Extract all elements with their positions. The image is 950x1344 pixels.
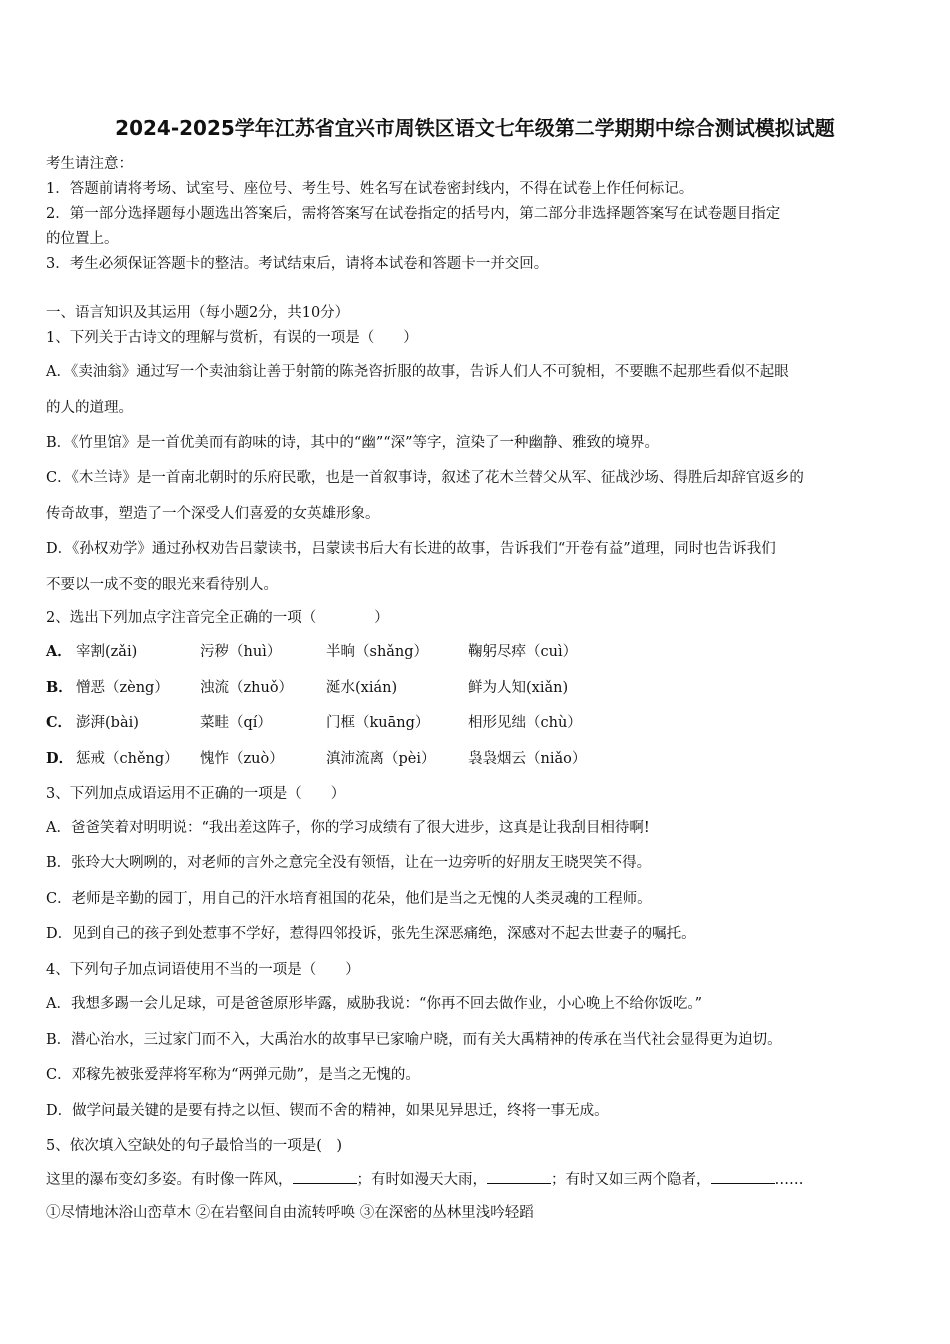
passage-text: 这里的瀑布变幻多姿。有时像一阵风， xyxy=(46,1172,293,1188)
option-cell: 浊流（zhuǒ） xyxy=(200,680,294,696)
option-cell: 鞠躬尽瘁（cuì） xyxy=(468,644,578,660)
question-1-option-a: A．《卖油翁》通过写一个卖油翁让善于射箭的陈尧咨折服的故事，告诉人们人不可貌相，不要瞧不起那些看似不起眼 xyxy=(46,364,789,380)
option-label: B． xyxy=(46,679,73,696)
question-1-option-c-cont: 传奇故事，塑造了一个深受人们喜爱的女英雄形象。 xyxy=(46,506,380,522)
question-5-options: ①尽情地沐浴山峦草木 ②在岩壑间自由流转呼唤 ③在深密的丛林里浅吟轻蹈 xyxy=(46,1205,534,1221)
question-5-stem: 5、依次填入空缺处的句子最恰当的一项是( ) xyxy=(46,1138,343,1154)
option-cell: 菜畦（qí） xyxy=(200,715,272,731)
question-3-option-c: C．老师是辛勤的园丁，用自己的汗水培育祖国的花朵，他们是当之无愧的人类灵魂的工程师。 xyxy=(46,891,652,907)
option-cell: 门框（kuāng） xyxy=(326,715,430,731)
question-1-stem: 1、下列关于古诗文的理解与赏析，有误的一项是（ ） xyxy=(46,330,418,346)
answer-blank[interactable] xyxy=(711,1182,775,1184)
option-cell: 愧怍（zuò） xyxy=(200,751,284,767)
question-5-passage xyxy=(46,1168,804,1189)
question-3-option-d: D．见到自己的孩子到处惹事不学好，惹得四邻投诉，张先生深恶痛绝，深感对不起去世妻子的嘱托。 xyxy=(46,926,696,942)
section-heading: 一、语言知识及其运用（每小题2分，共10分） xyxy=(46,305,350,321)
option-cell: 相形见绌（chù） xyxy=(468,715,582,731)
option-cell: 鲜为人知(xiǎn) xyxy=(468,680,569,696)
option-cell: 滇沛流离（pèi） xyxy=(326,751,436,767)
page-title: 2024-2025学年江苏省宜兴市周铁区语文七年级第二学期期中综合测试模拟试题 xyxy=(115,116,835,140)
option-cell: 涎水(xián) xyxy=(326,680,398,696)
passage-text: …… xyxy=(774,1172,804,1188)
question-2-stem: 2、选出下列加点字注音完全正确的一项（ ） xyxy=(46,610,389,626)
option-cell: 污秽（huì） xyxy=(200,644,282,660)
option-cell: 惩戒（chěng） xyxy=(76,751,179,767)
answer-blank[interactable] xyxy=(293,1182,357,1184)
question-1-option-b: B．《竹里馆》是一首优美而有韵味的诗，其中的“幽”“深”等字，渲染了一种幽静、雅致的境界。 xyxy=(46,435,660,451)
passage-text: ；有时如漫天大雨， xyxy=(356,1172,487,1188)
notice-item: 1．答题前请将考场、试室号、座位号、考生号、姓名写在试卷密封线内，不得在试卷上作任何标记。 xyxy=(46,181,694,197)
option-label: D． xyxy=(46,750,74,767)
option-label: C． xyxy=(46,714,73,731)
notice-item: 2．第一部分选择题每小题选出答案后，需将答案写在试卷指定的括号内，第二部分非选择题答案写在试卷题目指定 xyxy=(46,206,781,222)
passage-text: ；有时又如三两个隐者， xyxy=(551,1172,711,1188)
notice-item: 的位置上。 xyxy=(46,231,119,247)
option-cell: 半晌（shǎng） xyxy=(326,644,429,660)
question-4-option-d: D．做学问最关键的是要有持之以恒、锲而不舍的精神，如果见异思迁，终将一事无成。 xyxy=(46,1103,609,1119)
question-4-option-b: B．潜心治水，三过家门而不入，大禹治水的故事早已家喻户晓，而有关大禹精神的传承在当代社会显得更为迫切。 xyxy=(46,1032,782,1048)
question-3-option-a: A．爸爸笑着对明明说：“我出差这阵子，你的学习成绩有了很大进步，这真是让我刮目相待啊! xyxy=(46,820,650,836)
question-4-option-c: C．邓稼先被张爱萍将军称为“两弹元勋”，是当之无愧的。 xyxy=(46,1067,420,1083)
question-1-option-d-cont: 不要以一成不变的眼光来看待别人。 xyxy=(46,577,278,593)
question-3-option-b: B．张玲大大咧咧的，对老师的言外之意完全没有领悟，让在一边旁听的好朋友王晓哭笑不得。 xyxy=(46,855,652,871)
option-cell: 宰割(zǎi) xyxy=(76,644,138,660)
option-cell: 袅袅烟云（niǎo） xyxy=(468,751,587,767)
option-label: A． xyxy=(46,643,72,660)
question-3-stem: 3、下列加点成语运用不正确的一项是（ ） xyxy=(46,786,346,802)
question-1-option-c: C．《木兰诗》是一首南北朝时的乐府民歌，也是一首叙事诗，叙述了花木兰替父从军、征战沙场、得胜后却辞官返乡的 xyxy=(46,470,804,486)
question-1-option-d: D．《孙权劝学》通过孙权劝告吕蒙读书，吕蒙读书后大有长进的故事，告诉我们“开卷有益”道理，同时也告诉我们 xyxy=(46,541,776,557)
question-4-stem: 4、下列句子加点词语使用不当的一项是（ ） xyxy=(46,962,360,978)
notice-heading: 考生请注意： xyxy=(46,156,133,172)
option-cell: 憎恶（zèng） xyxy=(76,680,169,696)
question-1-option-a-cont: 的人的道理。 xyxy=(46,400,133,416)
notice-item: 3．考生必须保证答题卡的整洁。考试结束后，请将本试卷和答题卡一并交回。 xyxy=(46,256,549,272)
answer-blank[interactable] xyxy=(487,1182,551,1184)
option-cell: 澎湃(bài) xyxy=(76,715,139,731)
question-4-option-a: A．我想多踢一会儿足球，可是爸爸原形毕露，威胁我说：“你再不回去做作业，小心晚上不给你饭吃。” xyxy=(46,996,703,1012)
